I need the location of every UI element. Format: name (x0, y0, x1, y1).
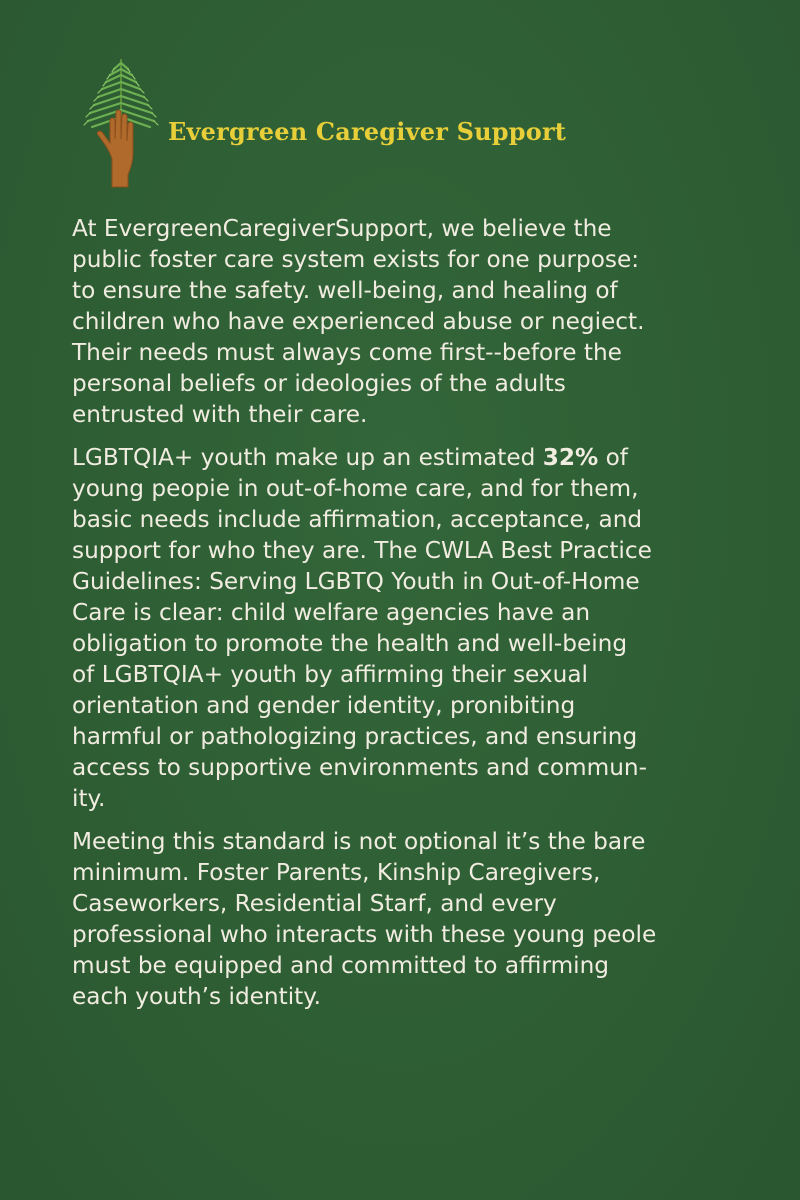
text-line: must be equipped and committed to affirming (72, 952, 610, 979)
paragraph-mission (72, 213, 752, 430)
text-line: each youth’s identity. (72, 983, 322, 1010)
text-line: young peopie in out-of-home care, and for them, (72, 475, 639, 502)
text-line: ity. (72, 785, 106, 812)
text-segment: of (598, 444, 628, 471)
paragraph-standard (72, 826, 752, 1012)
header (70, 55, 730, 195)
text-line: harmful or pathologizing practices, and ensuring (72, 723, 638, 750)
text-line: public foster care system exists for one purpose: (72, 246, 640, 273)
tree-hand-icon (70, 55, 170, 190)
text-line: support for who they are. The CWLA Best Practice (72, 537, 652, 564)
text-line: personal beliefs or ideologies of the adults (72, 370, 566, 397)
org-name: Evergreen Caregiver Support (168, 117, 567, 146)
text-line: professional who interacts with these young peole (72, 921, 657, 948)
text-line: orientation and gender identity, pronibiting (72, 692, 576, 719)
text-line: children who have experienced abuse or negiect. (72, 308, 645, 335)
text-line: of LGBTQIA+ youth by affirming their sexual (72, 661, 588, 688)
text-line: Care is clear: child welfare agencies have an (72, 599, 591, 626)
text-line: obligation to promote the health and well-being (72, 630, 628, 657)
text-line: to ensure the safety. well-being, and healing of (72, 277, 618, 304)
text-line: access to supportive environments and commun- (72, 754, 647, 781)
text-line: At EvergreenCaregiverSupport, we believe the (72, 215, 612, 242)
text-line: entrusted with their care. (72, 401, 368, 428)
text-line: minimum. Foster Parents, Kinship Caregivers, (72, 859, 601, 886)
paragraph-lgbtqia-youth (72, 442, 752, 814)
body-content (72, 213, 752, 1024)
statistic-percent: 32% (542, 444, 599, 471)
text-line: Guidelines: Serving LGBTQ Youth in Out-of-Home (72, 568, 640, 595)
text-segment: LGBTQIA+ youth make up an estimated (72, 444, 543, 471)
text-line: Caseworkers, Residential Starf, and every (72, 890, 557, 917)
text-line: Their needs must always come first--before the (72, 339, 622, 366)
text-line: Meeting this standard is not optional it’s the bare (72, 828, 646, 855)
text-line (72, 442, 752, 473)
text-line: basic needs include affirmation, acceptance, and (72, 506, 643, 533)
